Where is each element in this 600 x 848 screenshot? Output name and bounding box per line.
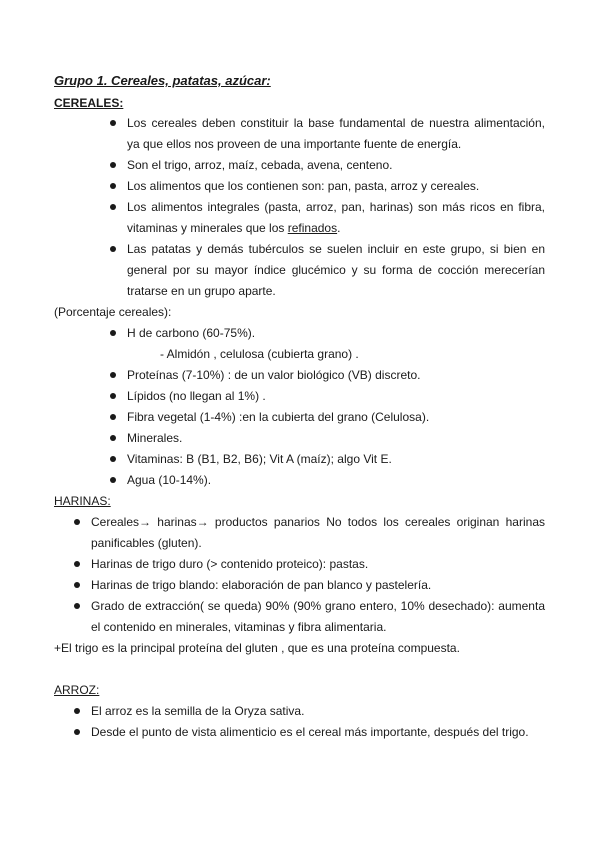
arroz-bullet-2: Desde el punto de vista alimenticio es el cereal más importante, después del trigo. — [91, 725, 529, 739]
harinas-bullet-4-line-1: Grado de extracción( se queda) 90% (90% grano entero, 10% desechado): aumenta — [91, 599, 545, 613]
cereales-bullet-5-line-3: tratarse en un grupo aparte. — [127, 284, 276, 298]
porcentaje-item-5: Minerales. — [127, 431, 183, 445]
bullet-icon — [74, 729, 80, 735]
bullet-icon — [110, 162, 116, 168]
harinas-bullet-2: Harinas de trigo duro (> contenido proteico): pastas. — [91, 557, 369, 571]
cereales-bullet-1-line-1: Los cereales deben constituir la base fundamental de nuestra alimentación, — [127, 116, 545, 130]
arroz-heading: ARROZ: — [54, 683, 100, 697]
porcentaje-item-2: Proteínas (7-10%) : de un valor biológico (VB) discreto. — [127, 368, 421, 382]
bullet-icon — [74, 582, 80, 588]
harinas-bullet-4-line-2: el contenido en minerales, vitaminas y fibra alimentaria. — [91, 620, 387, 634]
cereales-bullet-5-line-2: general por su mayor índice glucémico y su forma de cocción merecerían — [127, 263, 545, 277]
cereales-bullet-4-line-1: Los alimentos integrales (pasta, arroz, pan, harinas) son más ricos en fibra, — [127, 200, 545, 214]
bullet-icon — [110, 435, 116, 441]
bullet-icon — [110, 183, 116, 189]
bullet-icon — [74, 561, 80, 567]
harinas-bullet-1-line-1: Cereales→ harinas→ productos panarios No todos los cereales originan harinas — [91, 515, 545, 529]
cereales-heading: CEREALES: — [54, 96, 124, 110]
porcentaje-item-6: Vitaminas: B (B1, B2, B6); Vit A (maíz); algo Vit E. — [127, 452, 392, 466]
bullet-icon — [74, 708, 80, 714]
harinas-bullet-1-line-2: panificables (gluten). — [91, 536, 202, 550]
harinas-bullet-3: Harinas de trigo blando: elaboración de pan blanco y pastelería. — [91, 578, 432, 592]
bullet-icon — [74, 603, 80, 609]
porcentaje-item-4: Fibra vegetal (1-4%) :en la cubierta del grano (Celulosa). — [127, 410, 430, 424]
bullet-icon — [74, 519, 80, 525]
porcentaje-label: (Porcentaje cereales): — [54, 305, 172, 319]
bullet-icon — [110, 414, 116, 420]
porcentaje-item-3: Lípidos (no llegan al 1%) . — [127, 389, 266, 403]
arroz-bullet-1: El arroz es la semilla de la Oryza sativa. — [91, 704, 305, 718]
bullet-icon — [110, 204, 116, 210]
bullet-4-text: vitaminas y minerales que los — [127, 221, 288, 235]
bullet-icon — [110, 246, 116, 252]
cereales-bullet-1-line-2: ya que ellos nos proveen de una importante fuente de energía. — [127, 137, 462, 151]
porcentaje-item-1: H de carbono (60-75%). — [127, 326, 256, 340]
harinas-heading: HARINAS: — [54, 494, 111, 508]
gluten-note: +El trigo es la principal proteína del gluten , que es una proteína compuesta. — [54, 641, 460, 655]
porcentaje-item-1-sub: - Almidón , celulosa (cubierta grano) . — [160, 347, 359, 361]
bullet-icon — [110, 372, 116, 378]
cereales-bullet-4-line-2 — [127, 221, 340, 235]
page-title: Grupo 1. Cereales, patatas, azúcar: — [54, 73, 271, 88]
bullet-icon — [110, 120, 116, 126]
porcentaje-item-7: Agua (10-14%). — [127, 473, 212, 487]
bullet-icon — [110, 330, 116, 336]
bullet-icon — [110, 477, 116, 483]
cereales-bullet-5-line-1: Las patatas y demás tubérculos se suelen incluir en este grupo, si bien en — [127, 242, 545, 256]
cereales-bullet-3: Los alimentos que los contienen son: pan, pasta, arroz y cereales. — [127, 179, 480, 193]
cereales-bullet-2: Son el trigo, arroz, maíz, cebada, avena, centeno. — [127, 158, 393, 172]
bullet-4-end: . — [337, 221, 341, 235]
refinados-link: refinados — [287, 221, 338, 235]
bullet-icon — [110, 393, 116, 399]
bullet-icon — [110, 456, 116, 462]
